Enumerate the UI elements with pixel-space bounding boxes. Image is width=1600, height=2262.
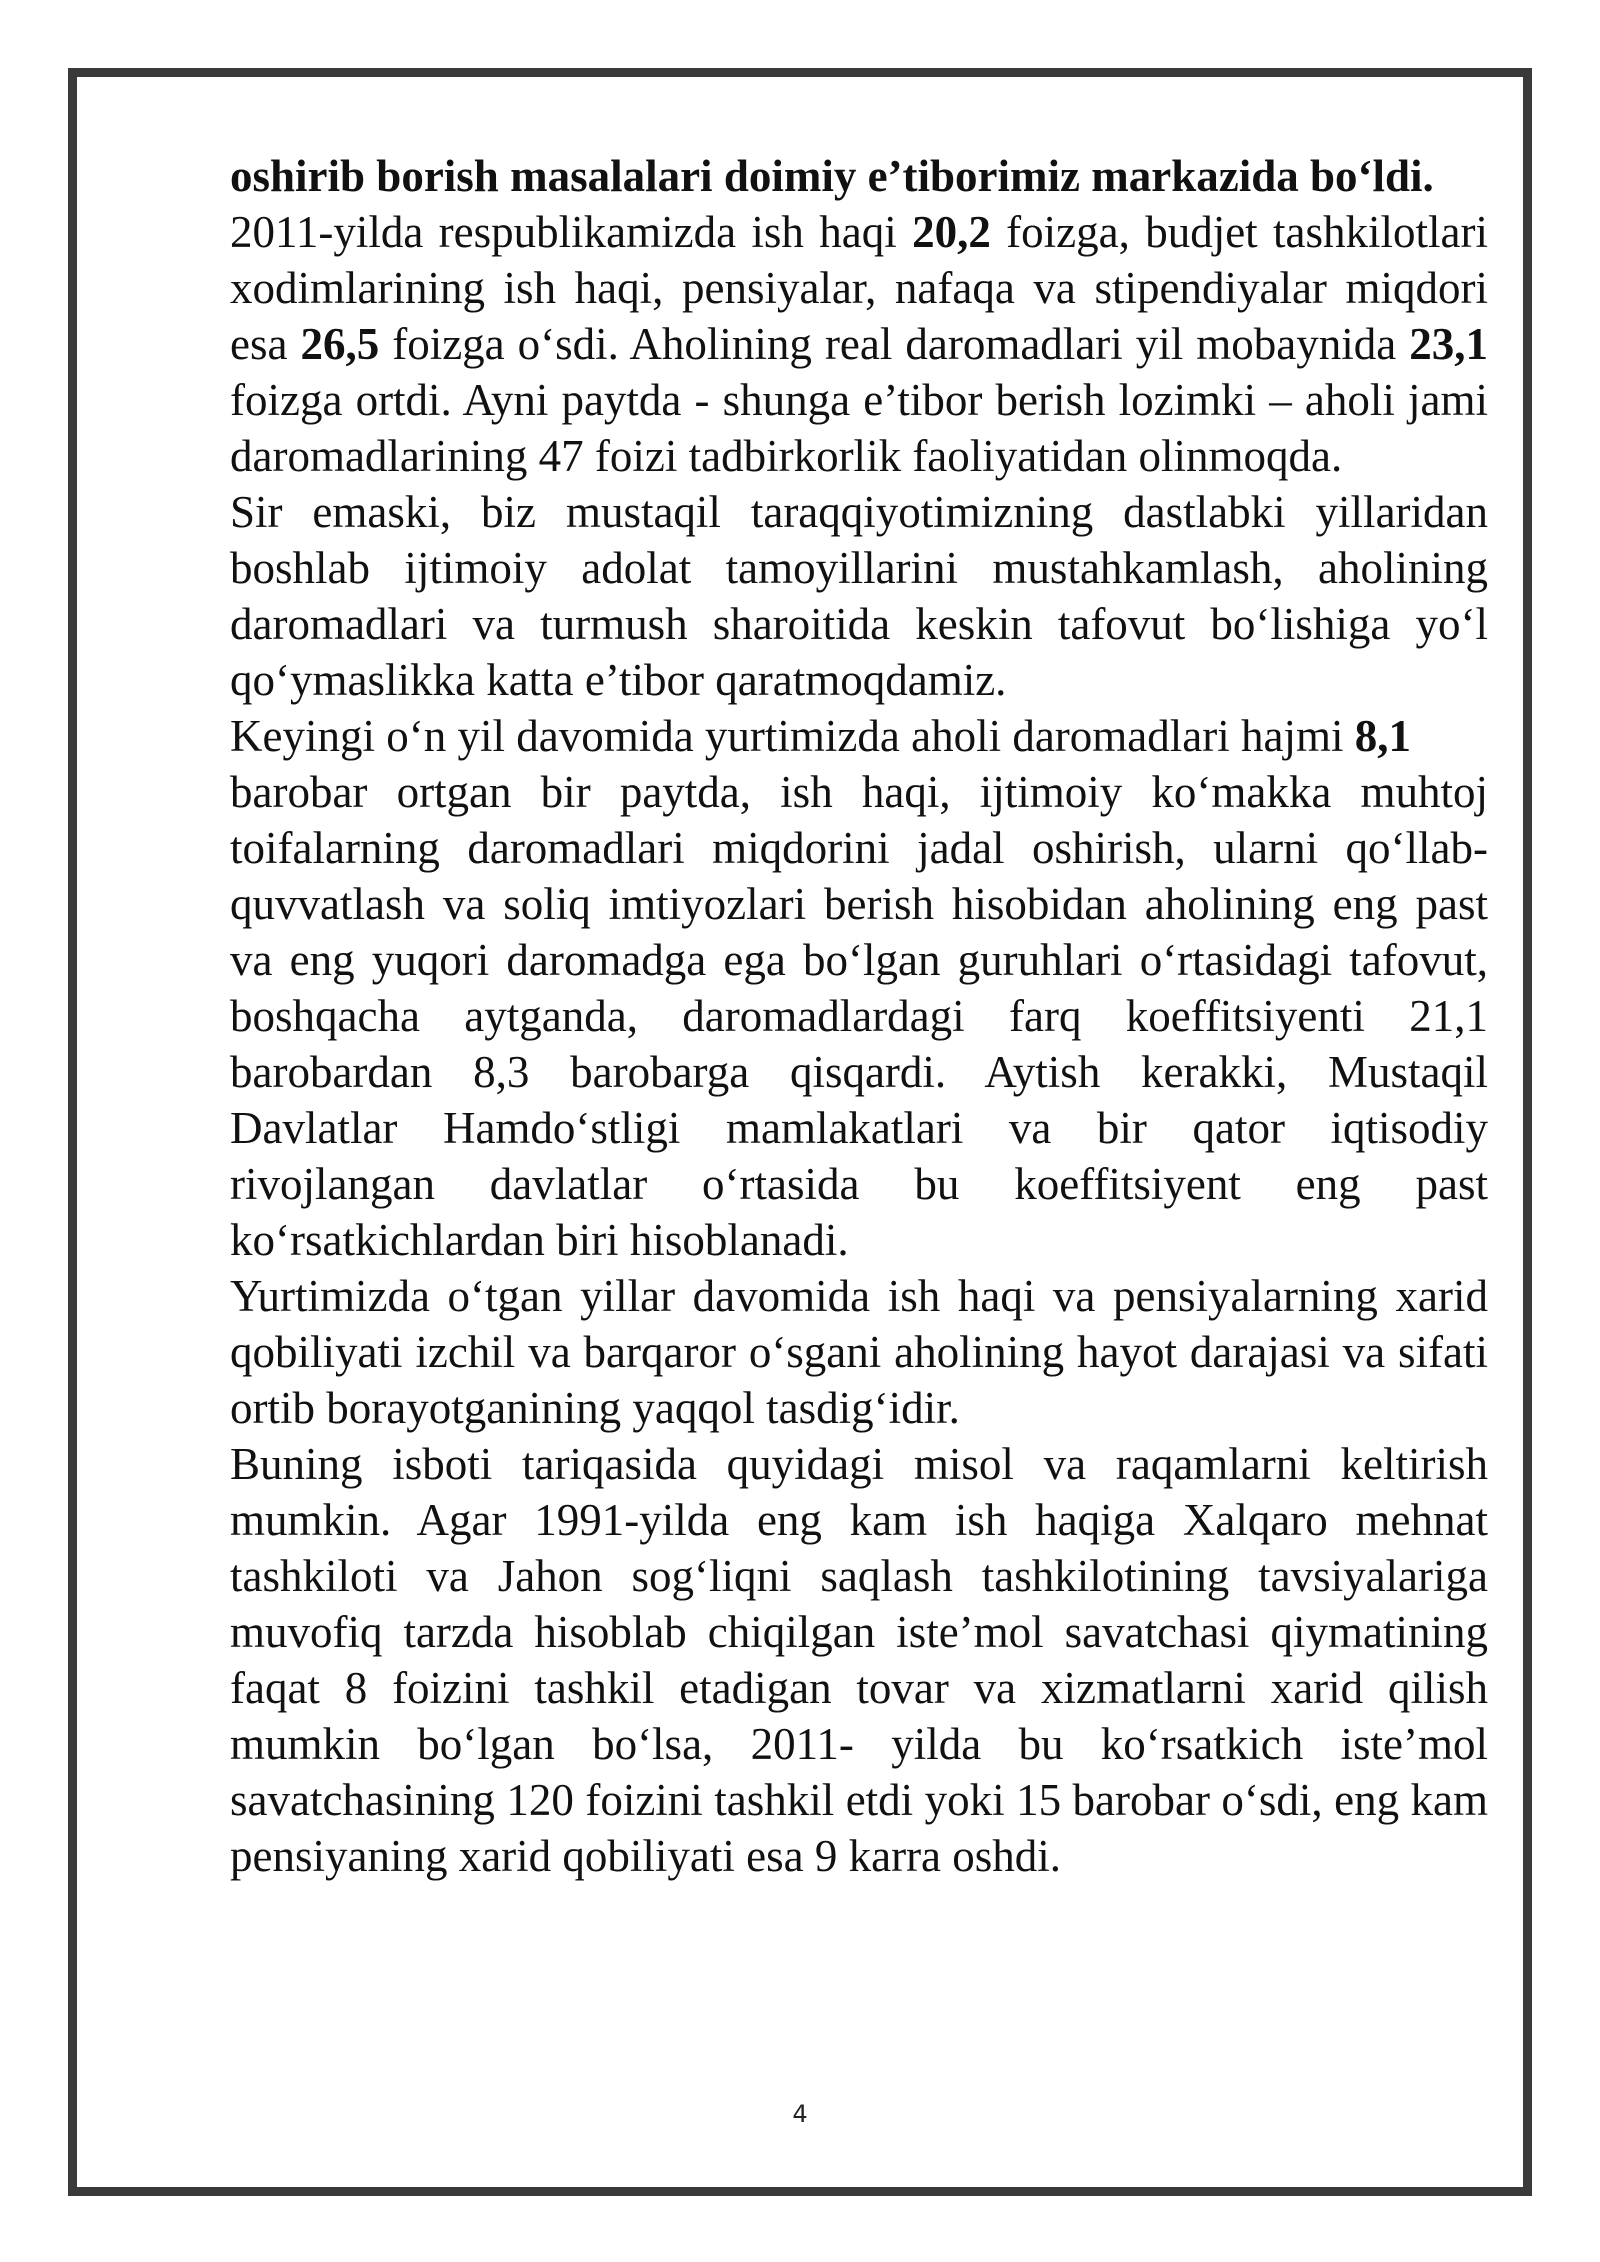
p1-text-g: foizga ortdi. Ayni paytda - shunga e’tibor berish lozimki – aholi jami daromadlarining 47 foizi tadbirkorlik faoliyatidan olinmoqda.	[230, 375, 1488, 481]
paragraph-evidence: Buning isboti tariqasida quyidagi misol va raqamlarni keltirish mumkin. Agar 1991-yilda eng kam ish haqiga Xalqaro mehnat tashkiloti va Jahon sog‘liqni saqlash tashkilotining tavsiyalariga muvofiq tarzda hisoblab chiqilgan iste’mol savatchasi qiymatining faqat 8 foizini tashkil etadigan tovar va xizmatlarni xarid qilish mumkin bo‘lgan bo‘lsa, 2011- yilda bu ko‘rsatkich iste’mol savatchasining 120 foizini tashkil etdi yoki 15 barobar o‘sdi, eng kam pensiyaning xarid qobiliyati esa 9 karra oshdi.	[230, 1439, 1488, 1881]
paragraph-purchasing-power: Yurtimizda o‘tgan yillar davomida ish haqi va pensiyalarning xarid qobiliyati izchil va barqaror o‘sgani aholining hayot darajasi va sifati ortib borayotganining yaqqol tasdig‘idir.	[230, 1271, 1488, 1433]
lead-paragraph: oshirib borish masalalari doimiy e’tiborimiz markazida bo‘ldi.	[230, 151, 1434, 201]
paragraph-coefficient: barobar ortgan bir paytda, ish haqi, ijtimoiy ko‘makka muhtoj toifalarning daromadlari miqdorini jadal oshirish, ularni qo‘llab-quvvatlash va soliq imtiyozlari berish hisobidan aholining eng past va eng yuqori daromadga ega bo‘lgan guruhlari o‘rtasidagi tafovut, boshqacha aytganda, daromadlardagi farq koeffitsiyenti 21,1 barobardan 8,3 barobarga qisqardi. Aytish kerakki, Mustaqil Davlatlar Hamdo‘stligi mamlakatlari va bir qator iqtisodiy rivojlangan davlatlar o‘rtasida bu koeffitsiyent eng past ko‘rsatkichlardan biri hisoblanadi.	[230, 767, 1488, 1265]
p1-text-e: foizga o‘sdi. Aholining real daromadlari yil mobaynida	[379, 319, 1410, 369]
paragraph-incomes	[230, 204, 1488, 484]
paragraph-decade	[230, 708, 1488, 764]
p1-text-c: foizga, budjet tashkilotlari xodimlarining ish haqi, pensiyalar, nafaqa va stipendiyalar miqdori esa	[230, 207, 1488, 369]
p1-text-a: 2011-yilda respublikamizda ish haqi	[230, 207, 913, 257]
p1-figure-pension: 26,5	[300, 319, 380, 369]
paragraph-social-justice: Sir emaski, biz mustaqil taraqqiyotimizning dastlabki yillaridan boshlab ijtimoiy adolat tamoyillarini mustahkamlash, aholining daromadlari va turmush sharoitida keskin tafovut bo‘lishiga yo‘l qo‘ymaslikka katta e’tibor qaratmoqdamiz.	[230, 487, 1488, 705]
p1-figure-real-income: 23,1	[1409, 319, 1488, 369]
page-number: 4	[792, 2100, 808, 2128]
p1-figure-wage: 20,2	[912, 207, 991, 257]
p3-figure-growth: 8,1	[1354, 711, 1411, 761]
document-body	[230, 148, 1488, 1884]
p3-text-a: Keyingi o‘n yil davomida yurtimizda aholi daromadlari hajmi	[230, 711, 1355, 761]
